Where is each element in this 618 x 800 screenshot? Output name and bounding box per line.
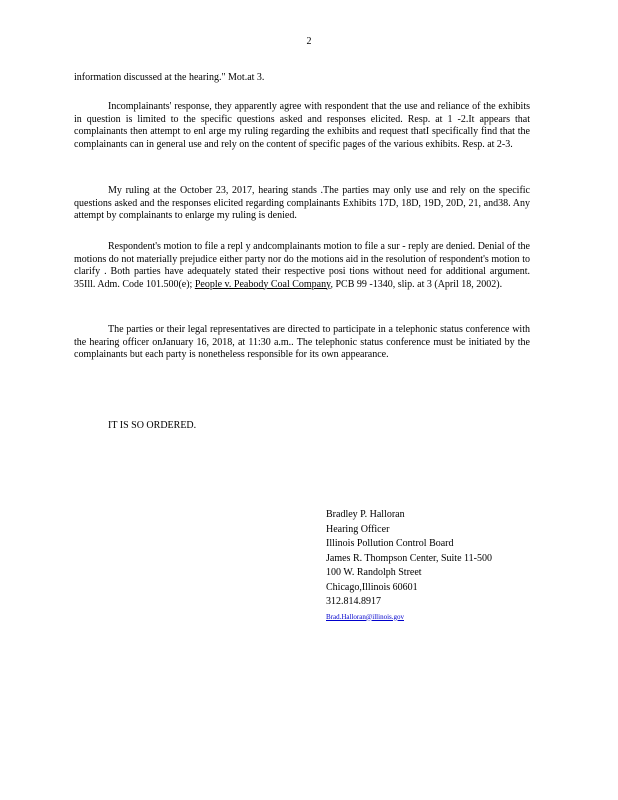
signer-name: Bradley P. Halloran bbox=[326, 509, 405, 520]
signer-organization: Illinois Pollution Control Board bbox=[326, 538, 454, 549]
signer-phone: 312.814.8917 bbox=[326, 596, 381, 607]
signature-block bbox=[326, 508, 492, 624]
signer-email-link[interactable]: Brad.Halloran@illinois.gov bbox=[326, 612, 404, 621]
paragraph-status-conference: The parties or their legal representatives are directed to participate in a telephonic status conference with the hearing officer onJanuary 16, 2018, at 11:30 a.m.. The telephonic status conference must be initiated by the complainants but each party is nonetheless responsible for its own appearance. bbox=[74, 324, 530, 360]
signer-building: James R. Thompson Center, Suite 11-500 bbox=[326, 552, 492, 564]
citation-tail: , PCB 99 -1340, slip. at 3 (April 18, 2002). bbox=[330, 278, 503, 290]
page-number: 2 bbox=[306, 36, 312, 47]
paragraph-ruling: My ruling at the October 23, 2017, hearing stands .The parties may only use and rely on the specific questions asked and the responses elicited regarding complainants Exhibits 17D, 18D, 19D, 20D, 21, and38. Any attempt by complainants to enlarge my ruling is denied. bbox=[74, 185, 530, 221]
paragraph-complainants-response: Incomplainants' response, they apparently agree with respondent that the use and reliance of the exhibits in question is limited to the specific questions asked and responses elicited. Resp. at 1 -2.It appears that complainants then attempt to enl arge my ruling regarding the exhibits and request thatI specifically find that the complainants can in general use and rely on the content of specific pages of the various exhibits. Resp. at 2-3. bbox=[74, 101, 530, 150]
paragraph-motions-text: Respondent's motion to file a repl y andcomplainants motion to file a sur - reply are denied. Denial of the motions do not materially prejudice either party nor do the motions aid in the resolution of respondent's motion to clarify . Both parties have adequately stated their respective posi tions without need for additional argument. 35Ill. Adm. Code 101.500(e); bbox=[74, 241, 530, 290]
signer-title: Hearing Officer bbox=[326, 523, 390, 535]
case-citation: People v. Peabody Coal Company bbox=[194, 278, 331, 290]
order-statement: IT IS SO ORDERED. bbox=[108, 420, 197, 431]
signer-city: Chicago,Illinois 60601 bbox=[326, 581, 418, 593]
paragraph-motions-denied bbox=[74, 241, 530, 291]
paragraph-quote-end: information discussed at the hearing." Mot.at 3. bbox=[74, 72, 265, 83]
signer-street: 100 W. Randolph Street bbox=[326, 567, 422, 578]
